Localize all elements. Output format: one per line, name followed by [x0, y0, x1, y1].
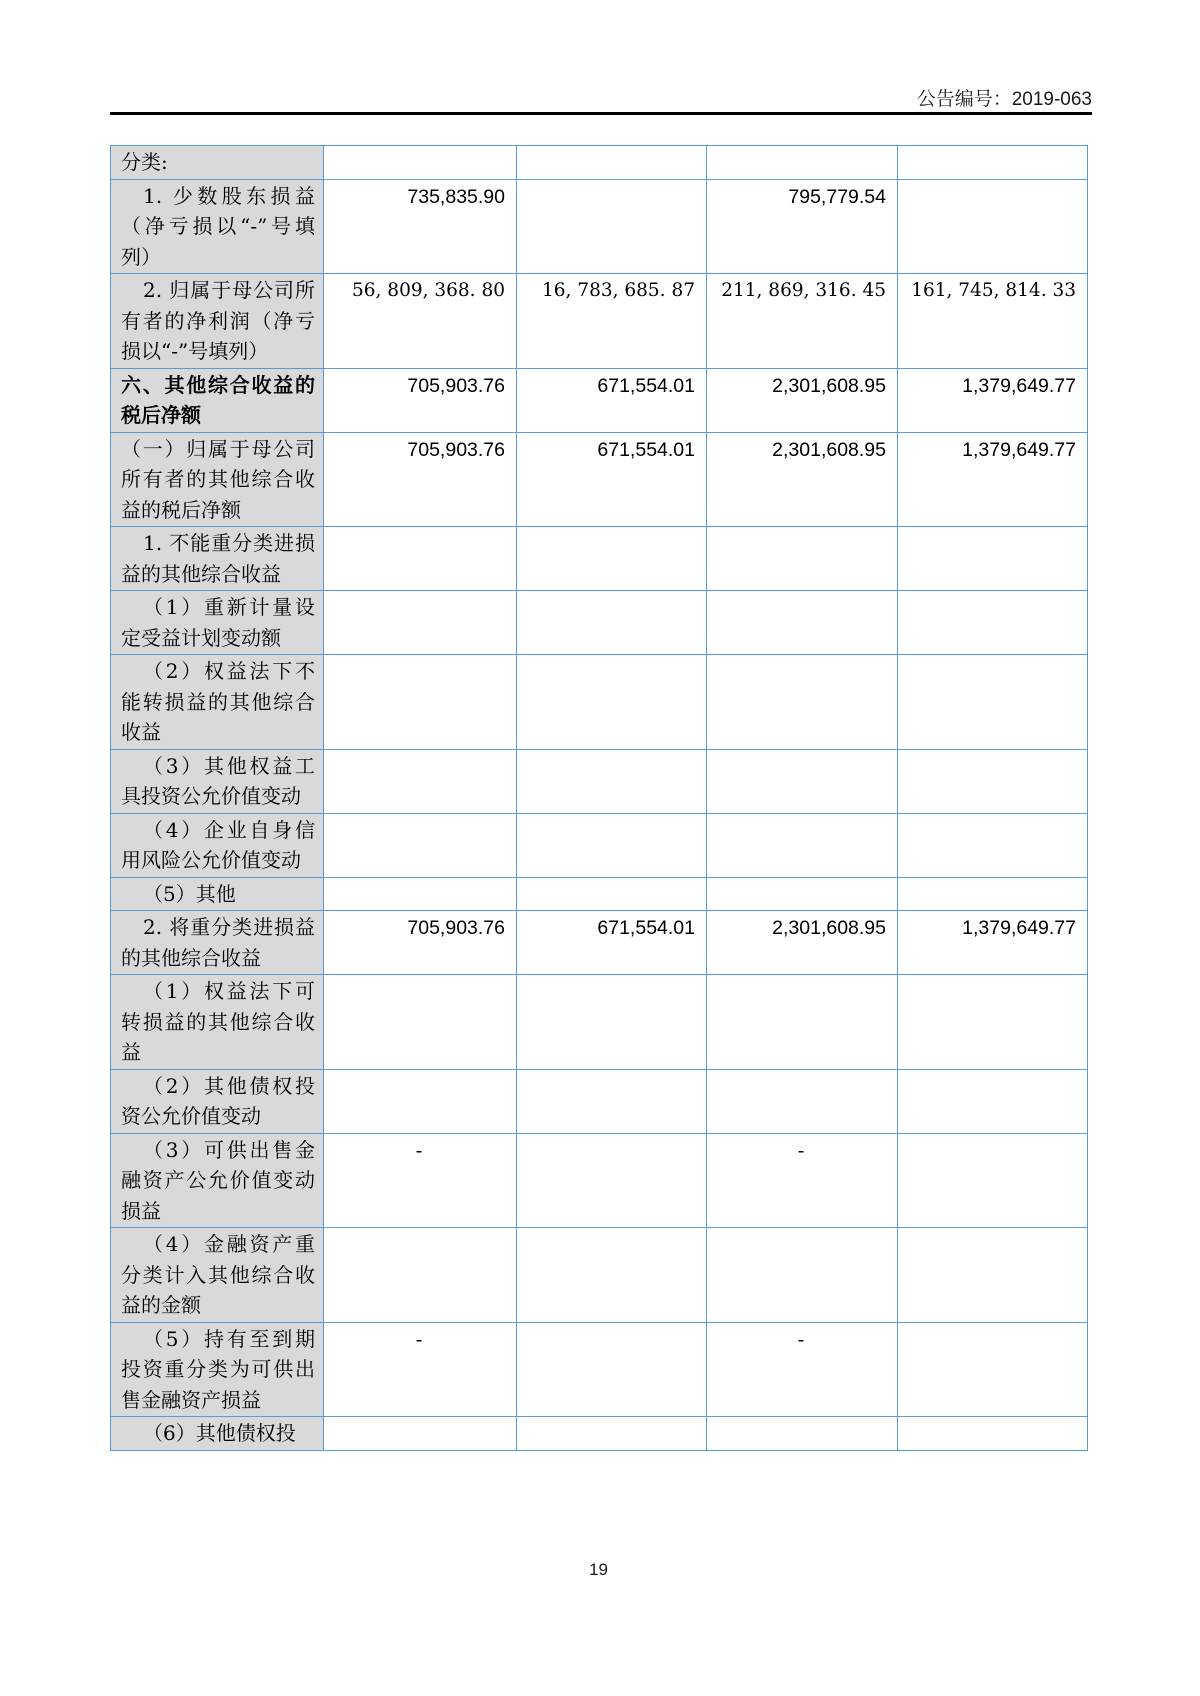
- row-label: （4）企业自身信用风险公允价值变动: [111, 813, 324, 877]
- row-value: [898, 1228, 1088, 1323]
- row-value: [324, 877, 517, 911]
- row-value: [898, 1133, 1088, 1228]
- row-value: 16, 783, 685. 87: [517, 274, 707, 369]
- table-row: [111, 1228, 1088, 1323]
- row-value: 56, 809, 368. 80: [324, 274, 517, 369]
- row-value: [707, 975, 898, 1070]
- table-row: [111, 1322, 1088, 1417]
- row-label: 分类:: [111, 146, 324, 180]
- table-row: [111, 432, 1088, 527]
- income-table-body: [111, 146, 1088, 1451]
- row-value: 671,554.01: [517, 368, 707, 432]
- row-value: 705,903.76: [324, 432, 517, 527]
- row-value: [707, 1228, 898, 1323]
- row-value: [898, 1322, 1088, 1417]
- row-value: [707, 1417, 898, 1451]
- doc-number: 公告编号：2019-063: [916, 89, 1092, 110]
- row-value: [517, 527, 707, 591]
- row-value: [517, 1417, 707, 1451]
- table-row: [111, 1069, 1088, 1133]
- table-row: [111, 591, 1088, 655]
- income-table: [110, 145, 1088, 1451]
- row-value: 2,301,608.95: [707, 368, 898, 432]
- row-value: [517, 591, 707, 655]
- row-value: [324, 527, 517, 591]
- row-value: [517, 975, 707, 1070]
- table-row: [111, 274, 1088, 369]
- header-rule: [110, 112, 1092, 115]
- row-value: 671,554.01: [517, 911, 707, 975]
- row-value: [324, 749, 517, 813]
- row-value: 671,554.01: [517, 432, 707, 527]
- row-value: 705,903.76: [324, 368, 517, 432]
- row-value: [517, 1228, 707, 1323]
- row-label: （5）持有至到期投资重分类为可供出售金融资产损益: [111, 1322, 324, 1417]
- row-label: 1. 不能重分类进损益的其他综合收益: [111, 527, 324, 591]
- row-label: （2）权益法下不能转损益的其他综合收益: [111, 655, 324, 750]
- table-row: [111, 975, 1088, 1070]
- row-value: [517, 146, 707, 180]
- row-label: 2. 将重分类进损益的其他综合收益: [111, 911, 324, 975]
- row-label: 1. 少数股东损益（净亏损以“-”号填列）: [111, 179, 324, 274]
- row-value: [898, 813, 1088, 877]
- row-value: [898, 655, 1088, 750]
- row-value: 705,903.76: [324, 911, 517, 975]
- row-label: （2）其他债权投资公允价值变动: [111, 1069, 324, 1133]
- row-value: [324, 1228, 517, 1323]
- row-label: （3）其他权益工具投资公允价值变动: [111, 749, 324, 813]
- row-value: [707, 813, 898, 877]
- row-value: -: [707, 1322, 898, 1417]
- table-row: [111, 813, 1088, 877]
- row-value: 161, 745, 814. 33: [898, 274, 1088, 369]
- row-value: [898, 975, 1088, 1070]
- row-value: [324, 591, 517, 655]
- row-value: -: [324, 1322, 517, 1417]
- row-value: 795,779.54: [707, 179, 898, 274]
- table-row: [111, 749, 1088, 813]
- table-wrap: [110, 145, 1087, 1451]
- row-value: 1,379,649.77: [898, 432, 1088, 527]
- row-value: [324, 1417, 517, 1451]
- row-value: [324, 1069, 517, 1133]
- table-row: [111, 655, 1088, 750]
- row-value: 1,379,649.77: [898, 368, 1088, 432]
- row-value: [324, 146, 517, 180]
- row-value: [517, 749, 707, 813]
- page-number: 19: [589, 1560, 608, 1579]
- table-row: [111, 179, 1088, 274]
- row-label: （6）其他债权投: [111, 1417, 324, 1451]
- row-value: [324, 655, 517, 750]
- table-row: [111, 368, 1088, 432]
- row-value: 2,301,608.95: [707, 432, 898, 527]
- row-value: [707, 527, 898, 591]
- row-value: [707, 655, 898, 750]
- row-value: 1,379,649.77: [898, 911, 1088, 975]
- row-label: （3）可供出售金融资产公允价值变动损益: [111, 1133, 324, 1228]
- row-value: [517, 813, 707, 877]
- row-value: [324, 975, 517, 1070]
- row-value: [707, 749, 898, 813]
- row-value: 211, 869, 316. 45: [707, 274, 898, 369]
- row-label: 六、其他综合收益的税后净额: [111, 368, 324, 432]
- row-value: [898, 146, 1088, 180]
- table-row: [111, 877, 1088, 911]
- row-label: 2. 归属于母公司所有者的净利润（净亏损以“-”号填列）: [111, 274, 324, 369]
- table-row: [111, 527, 1088, 591]
- row-label: （一）归属于母公司所有者的其他综合收益的税后净额: [111, 432, 324, 527]
- row-value: [517, 655, 707, 750]
- row-value: [707, 877, 898, 911]
- row-value: -: [324, 1133, 517, 1228]
- table-row: [111, 1133, 1088, 1228]
- row-value: [517, 1322, 707, 1417]
- row-value: -: [707, 1133, 898, 1228]
- row-value: [898, 1417, 1088, 1451]
- row-value: [707, 591, 898, 655]
- table-row: [111, 1417, 1088, 1451]
- row-value: [517, 877, 707, 911]
- table-row: [111, 911, 1088, 975]
- table-row: [111, 146, 1088, 180]
- row-value: [517, 179, 707, 274]
- row-value: [707, 1069, 898, 1133]
- row-value: 735,835.90: [324, 179, 517, 274]
- row-value: [898, 591, 1088, 655]
- row-value: [898, 749, 1088, 813]
- row-value: [324, 813, 517, 877]
- row-value: 2,301,608.95: [707, 911, 898, 975]
- row-value: [517, 1069, 707, 1133]
- row-label: （5）其他: [111, 877, 324, 911]
- row-value: [707, 146, 898, 180]
- row-value: [898, 877, 1088, 911]
- row-value: [517, 1133, 707, 1228]
- row-label: （1）权益法下可转损益的其他综合收益: [111, 975, 324, 1070]
- row-label: （1）重新计量设定受益计划变动额: [111, 591, 324, 655]
- row-value: [898, 1069, 1088, 1133]
- row-label: （4）金融资产重分类计入其他综合收益的金额: [111, 1228, 324, 1323]
- row-value: [898, 179, 1088, 274]
- row-value: [898, 527, 1088, 591]
